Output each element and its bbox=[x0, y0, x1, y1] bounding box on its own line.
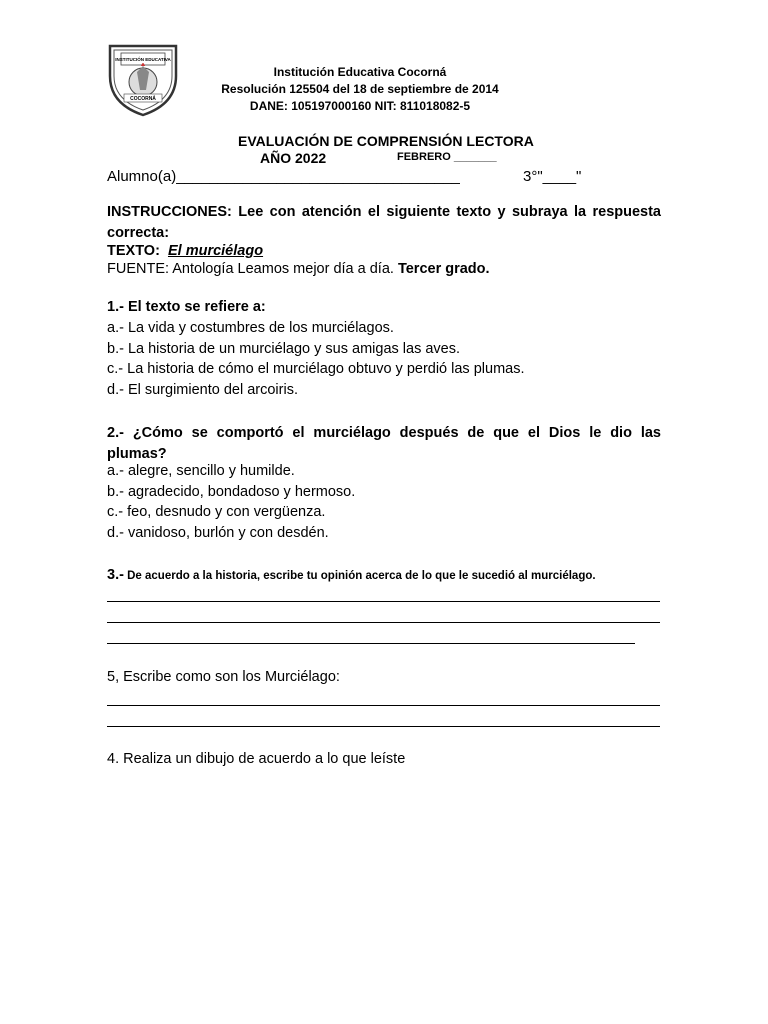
q1-option-b: b.- La historia de un murciélago y sus amigas las aves. bbox=[107, 341, 461, 357]
q2-option-a: a.- alegre, sencillo y humilde. bbox=[107, 463, 295, 479]
question-5: 5, Escribe como son los Murciélago: bbox=[107, 669, 340, 685]
answer-line bbox=[107, 705, 660, 706]
text-title-line bbox=[107, 243, 263, 259]
grade-field: 3°"____" bbox=[523, 168, 582, 185]
question-4: 4. Realiza un dibujo de acuerdo a lo que leíste bbox=[107, 751, 406, 767]
logo-text-top: INSTITUCIÓN EDUCATIVA bbox=[115, 57, 171, 62]
source-text: FUENTE: Antología Leamos mejor día a día. bbox=[107, 261, 398, 277]
instructions bbox=[107, 202, 661, 244]
text-label: TEXTO: bbox=[107, 243, 160, 259]
exam-year: AÑO 2022 bbox=[260, 150, 327, 166]
q3-number: 3.- bbox=[107, 567, 124, 583]
exam-title: EVALUACIÓN DE COMPRENSIÓN LECTORA bbox=[238, 133, 534, 149]
q2-option-b: b.- agradecido, bondadoso y hermoso. bbox=[107, 484, 356, 500]
q2-option-d: d.- vanidoso, burlón y con desdén. bbox=[107, 525, 329, 541]
instructions-label: INSTRUCCIONES: bbox=[107, 204, 232, 220]
answer-line bbox=[107, 726, 660, 727]
question-3 bbox=[107, 566, 596, 584]
text-title: El murciélago bbox=[167, 243, 264, 259]
student-name-field: Alumno(a)__________________________________ bbox=[107, 168, 460, 185]
answer-line bbox=[107, 601, 660, 602]
dane-nit-line: DANE: 105197000160 NIT: 811018082-5 bbox=[249, 99, 471, 113]
source-grade: Tercer grado. bbox=[397, 261, 490, 277]
logo-text-bottom: COCORNÁ bbox=[130, 96, 156, 102]
q3-text: De acuerdo a la historia, escribe tu opinión acerca de lo que le sucedió al murciélago. bbox=[123, 570, 596, 582]
school-name: Institución Educativa Cocorná bbox=[273, 65, 447, 79]
question-1: 1.- El texto se refiere a: bbox=[107, 299, 266, 315]
answer-line bbox=[107, 622, 660, 623]
exam-month: FEBRERO _______ bbox=[397, 151, 497, 163]
instructions-text: Lee con atención el siguiente texto y subraya la respuesta correcta: bbox=[107, 204, 661, 241]
q2-option-c: c.- feo, desnudo y con vergüenza. bbox=[107, 504, 326, 520]
answer-line bbox=[107, 643, 635, 644]
question-2: 2.- ¿Cómo se comportó el murciélago después de que el Dios le dio las plumas? bbox=[107, 425, 661, 462]
q1-option-c: c.- La historia de cómo el murciélago obtuvo y perdió las plumas. bbox=[107, 361, 525, 377]
q1-option-d: d.- El surgimiento del arcoiris. bbox=[107, 382, 298, 398]
q1-option-a: a.- La vida y costumbres de los murciélagos. bbox=[107, 320, 394, 336]
resolution-line: Resolución 125504 del 18 de septiembre de 2014 bbox=[221, 82, 499, 96]
source-line bbox=[107, 261, 490, 277]
